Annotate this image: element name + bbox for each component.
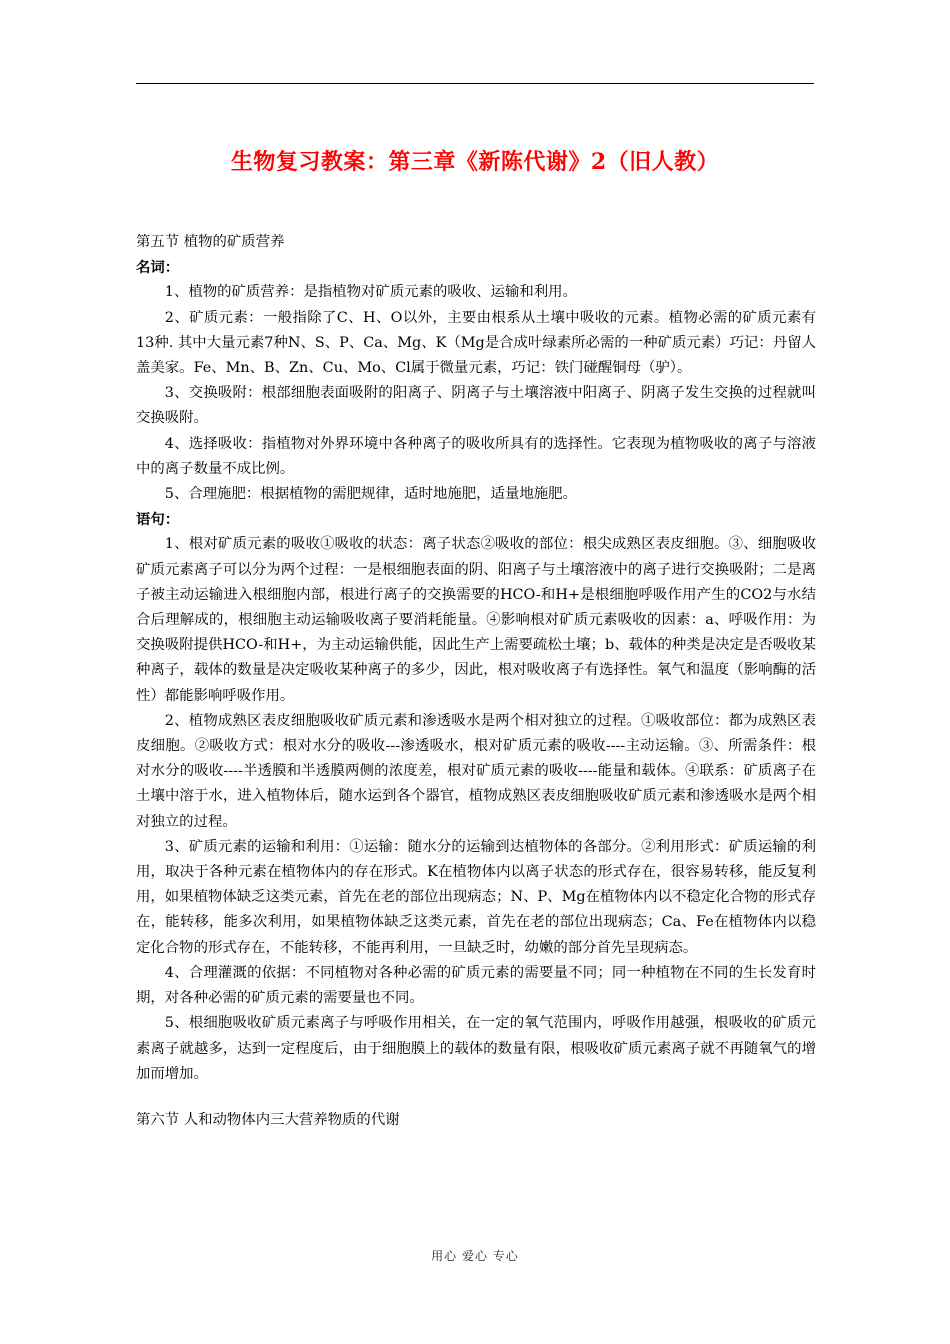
- sentence-item-5: 5、根细胞吸收矿质元素离子与呼吸作用相关，在一定的氧气范围内，呼吸作用越强，根吸收的矿质元素离子就越多，达到一定程度后，由于细胞膜上的载体的数量有限，根吸收矿质元素离子就不再随氧气的增加而增加。: [136, 1015, 816, 1082]
- terms-label: 名词：: [136, 259, 180, 277]
- sentence-item-2: 2、植物成熟区表皮细胞吸收矿质元素和渗透吸水是两个相对独立的过程。①吸收部位：都为成熟区表皮细胞。②吸收方式：根对水分的吸收---渗透吸水，根对矿质元素的吸收----主动运输。③、所需条件：根对水分的吸收----半透膜和半透膜两侧的浓度差，根对矿质元素的吸收----能量和载体。④联系：矿质离子在土壤中溶于水，进入植物体后，随水运到各个器官，植物成熟区表皮细胞吸收矿质元素和渗透吸水是两个相对独立的过程。: [136, 712, 816, 830]
- sentences-label: 语句：: [136, 511, 180, 529]
- term-item-3: 3、交换吸附：根部细胞表面吸附的阳离子、阴离子与土壤溶液中阳离子、阴离子发生交换的过程就叫交换吸附。: [136, 385, 816, 427]
- page-footer: 用心 爱心 专心: [431, 1249, 519, 1263]
- header-rule: [136, 83, 814, 84]
- term-item-2: 2、矿质元素：一般指除了C、H、O以外，主要由根系从土壤中吸收的元素。植物必需的矿质元素有13种. 其中大量元素7种N、S、P、Ca、Mg、K（Mg是合成叶绿素所必需的一种矿质元素）巧记：丹留人盖美家。Fe、Mn、B、Zn、Cu、Mo、Cl属于微量元素，巧记：铁门碰醒铜母（驴）。: [136, 309, 816, 377]
- section-heading-5: 第五节 植物的矿质营养: [136, 234, 285, 250]
- section-spacer: [136, 1087, 816, 1108]
- sentence-item-4: 4、合理灌溉的依据：不同植物对各种必需的矿质元素的需要量不同；同一种植物在不同的生长发育时期，对各种必需的矿质元素的需要量也不同。: [136, 964, 816, 1007]
- sentence-item-3: 3、矿质元素的运输和利用：①运输：随水分的运输到达植物体的各部分。②利用形式：矿质运输的利用，取决于各种元素在植物体内的存在形式。K在植物体内以离子状态的形式存在，很容易转移，能反复利用，如果植物体缺乏这类元素，首先在老的部位出现病态；N、P、Mg在植物体内以不稳定化合物的形式存在，能转移，能多次利用，如果植物体缺乏这类元素，首先在老的部位出现病态；Ca、Fe在植物体内以稳定化合物的形式存在，不能转移，不能再利用，一旦缺乏时，幼嫩的部分首先呈现病态。: [136, 838, 816, 956]
- document-body: [136, 230, 816, 1133]
- sentence-item-1: 1、根对矿质元素的吸收①吸收的状态：离子状态②吸收的部位：根尖成熟区表皮细胞。③、细胞吸收矿质元素离子可以分为两个过程：一是根细胞表面的阴、阳离子与土壤溶液中的离子进行交换吸附；二是离子被主动运输进入根细胞内部，根进行离子的交换需要的HCO-和H+是根细胞呼吸作用产生的CO2与水结合后理解成的，根细胞主动运输吸收离子要消耗能量。④影响根对矿质元素吸收的因素：a、呼吸作用：为交换吸附提供HCO-和H+，为主动运输供能，因此生产上需要疏松土壤；b、载体的种类是决定是否吸收某种离子，载体的数量是决定吸收某种离子的多少，因此，根对吸收离子有选择性。氧气和温度（影响酶的活性）都能影响呼吸作用。: [136, 536, 816, 704]
- term-item-5: 5、合理施肥：根据植物的需肥规律，适时地施肥，适量地施肥。: [164, 486, 577, 503]
- document-title: 生物复习教案：第三章《新陈代谢》2（旧人教）: [230, 149, 720, 175]
- term-item-4: 4、选择吸收：指植物对外界环境中各种离子的吸收所具有的选择性。它表现为植物吸收的离子与溶液中的离子数量不成比例。: [136, 435, 816, 477]
- section-heading-6: 第六节 人和动物体内三大营养物质的代谢: [136, 1111, 400, 1128]
- term-item-1: 1、植物的矿质营养：是指植物对矿质元素的吸收、运输和利用。: [164, 284, 577, 301]
